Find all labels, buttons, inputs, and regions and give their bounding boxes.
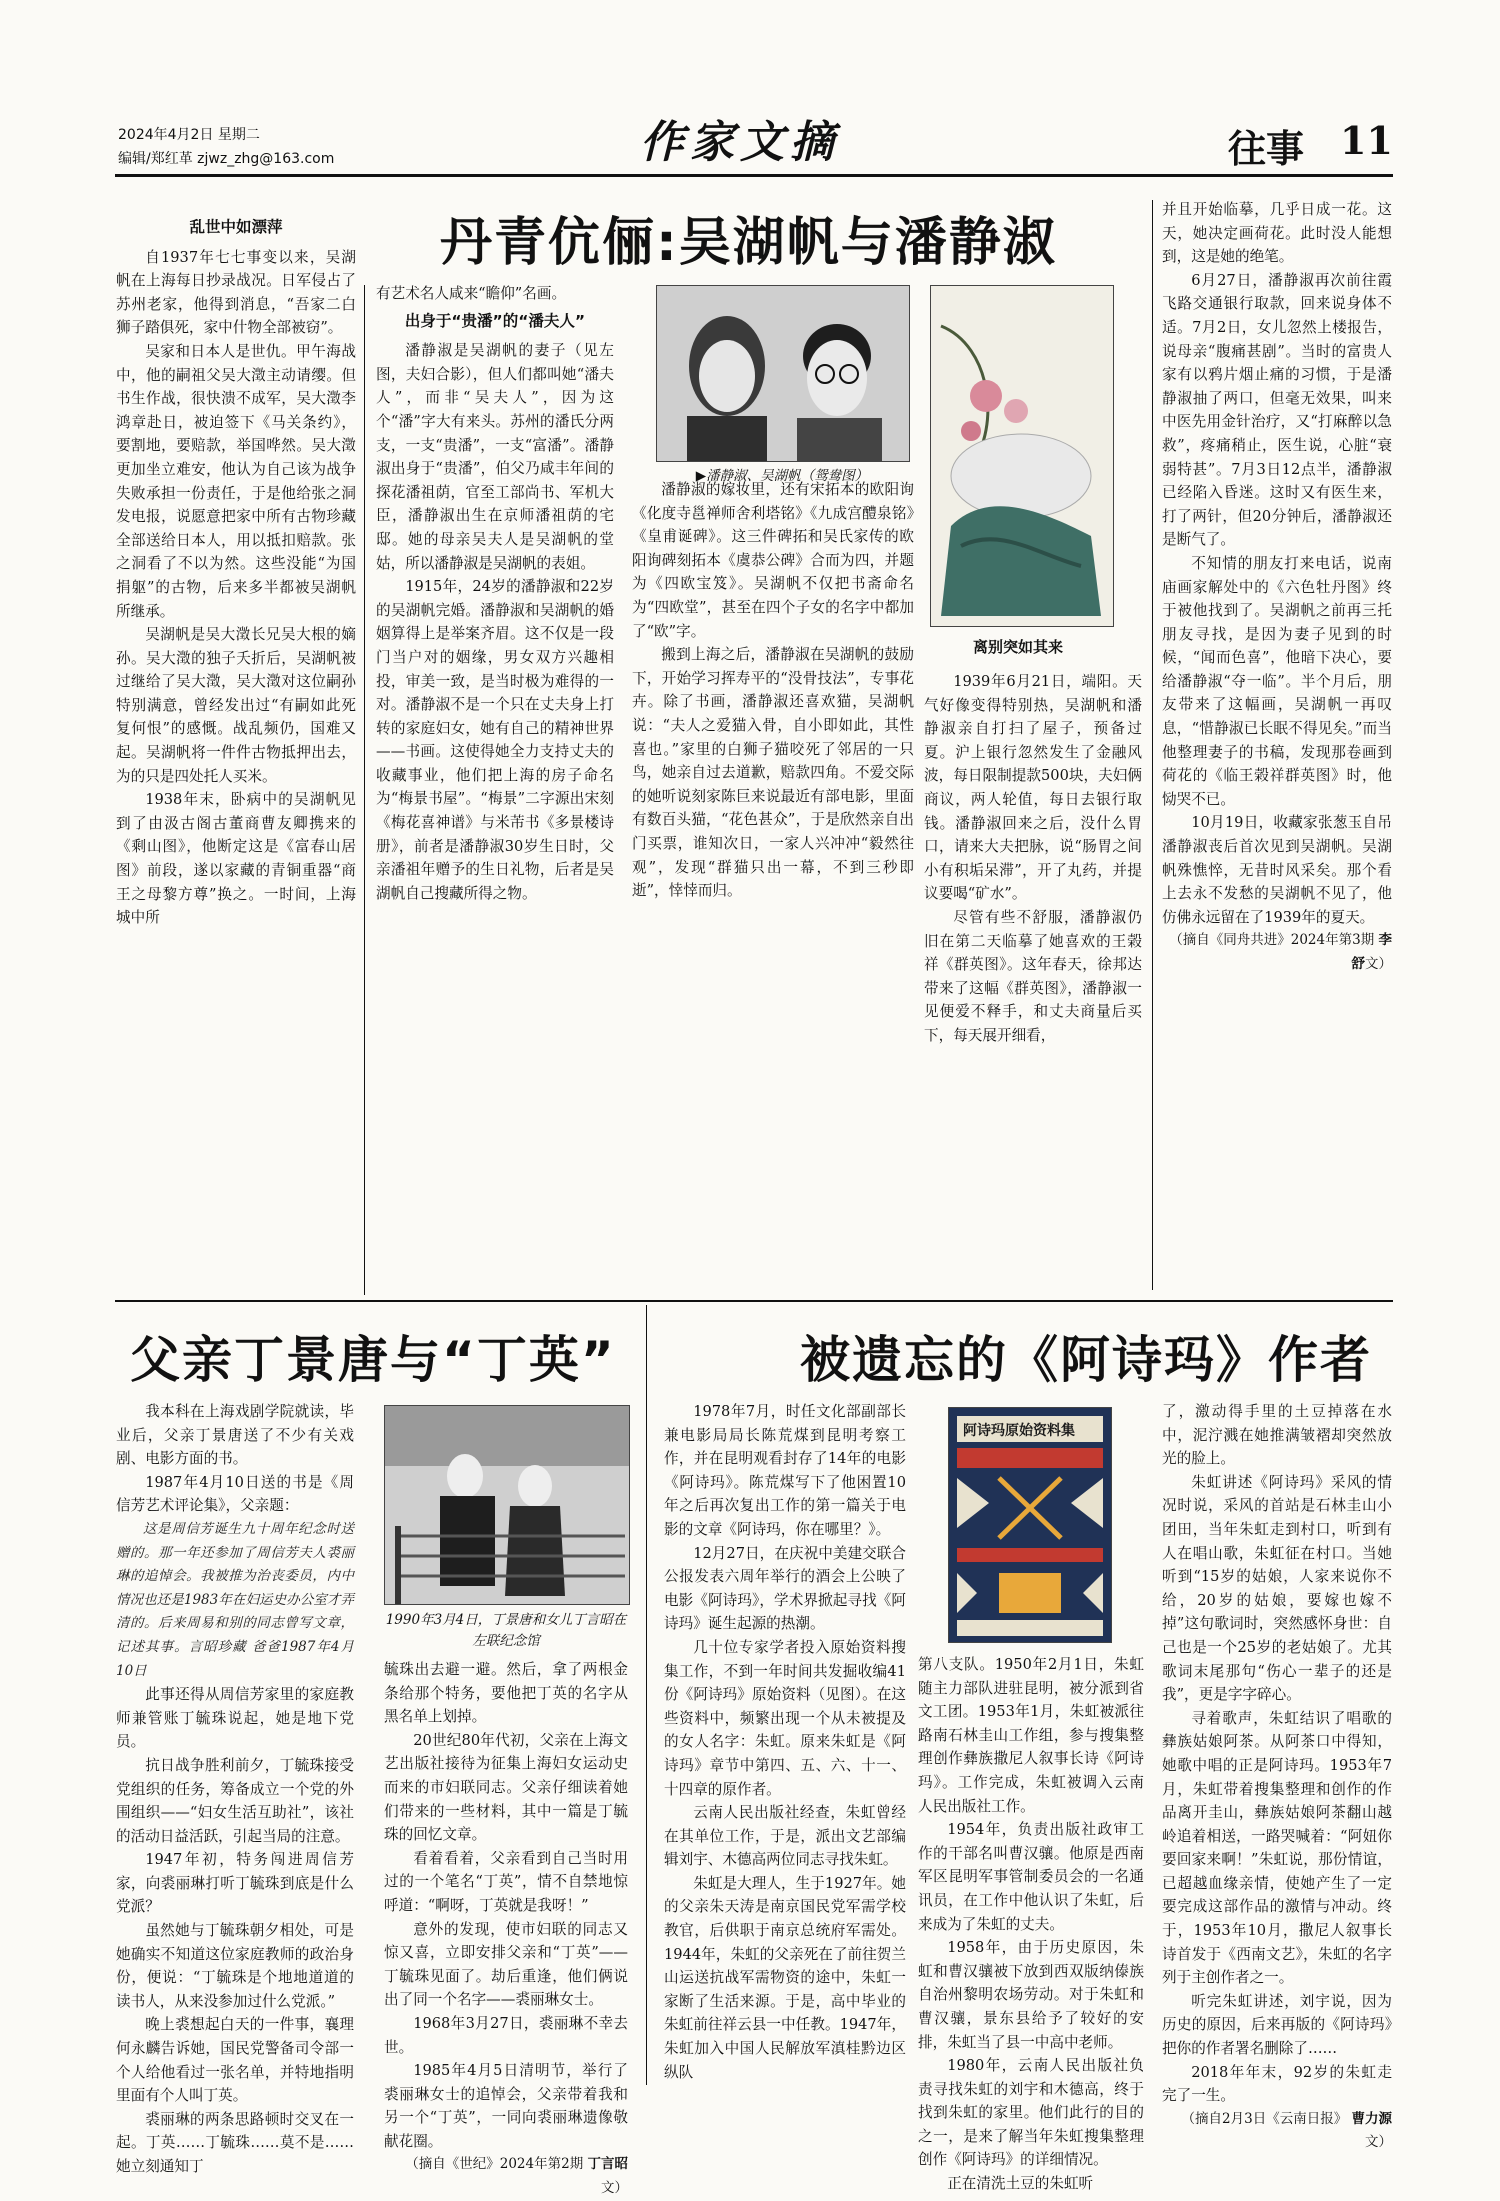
- editor-line: 编辑/郑红革 zjwz_zhg@163.com: [118, 151, 335, 167]
- article3-column-2: [918, 1653, 1144, 2193]
- article-title: 父亲丁景唐与“丁英”: [130, 1331, 616, 1389]
- paragraph: 2018年年末，92岁的朱虹走完了一生。: [1162, 2063, 1392, 2105]
- book-cover-image: [948, 1407, 1112, 1643]
- paragraph: 晚上裘想起白天的一件事，襄理何永麟告诉她，国民党警备司令部一个人给他看过一张名单，并特地指明里面有个人叫丁英。: [116, 2016, 354, 2105]
- paragraph: 6月27日，潘静淑再次前往霞飞路交通银行取款，回来说身体不适。7月2日，女儿忽然上楼报告，说母亲“腹痛甚剧”。当时的富贵人家有以鸦片烟止痛的习惯，于是潘静淑抽了两口，但毫无效果，叫来中医先用金针治疗，又“打麻醉以急救”，疼痛稍止，医生说，心脏“衰弱特甚”。7月3日12点半，潘静淑已经陷入昏迷。这时又有医生来，打了两针，但20分钟后，潘静淑还是断气了。: [1162, 271, 1392, 549]
- masthead-logo: 作家文摘: [640, 117, 840, 168]
- flower-painting: [930, 285, 1114, 627]
- paragraph: 几十位专家学者投入原始资料搜集工作，不到一年时间共发掘收编41份《阿诗玛》原始资料（见图）。在这些资料中，频繁出现一个从未被提及的女人名字：朱虹。原来朱虹是《阿诗玛》章节中第四、五、六、十一、十四章的原作者。: [664, 1638, 906, 1798]
- paragraph: 1985年4月5日清明节，举行了裘丽琳女士的追悼会，父亲带着我和另一个“丁英”，一同向裘丽琳遗像敬献花圈。: [384, 2062, 628, 2150]
- source-line: （摘自2月3日《云南日报》 曹力源文）: [1181, 2110, 1392, 2151]
- column-divider: [364, 285, 365, 1295]
- section-rule: [115, 1300, 1393, 1302]
- paragraph: 1939年6月21日，端阳。天气好像变得特别热，吴湖帆和潘静淑亲自打扫了屋子，预备过夏。沪上银行忽然发生了金融风波，每日限制提款500块，夫妇俩商议，两人轮值，每日去银行取钱。潘静淑回来之后，没什么胃口，请来大夫把脉，说“肠胃之间小有积垢呆滞”，开了丸药，并提议要喝“矿水”。: [924, 673, 1142, 903]
- article3-column-1: [664, 1400, 906, 2080]
- subheading: 乱世中如漂萍: [189, 218, 283, 236]
- paragraph: 毓珠出去避一避。然后，拿了两根金条给那个特务，要他把丁英的名字从黑名单上划掉。: [384, 1661, 628, 1726]
- article1-column-4: [924, 670, 1142, 1292]
- section-name: 往事: [1228, 126, 1305, 171]
- article2-column-1: [116, 1400, 354, 2175]
- paragraph: 不知情的朋友打来电话，说南庙画家解处中的《六色牡丹图》终于被他找到了。吴湖帆之前再三托朋友寻找，是因为妻子见到的时候，“闻而色喜”，他暗下决心，要给潘静淑“夺一临”。半个月后，朋友带来了这幅画，吴湖帆一再叹息，“惜静淑已长眠不得见矣。”而当他整理妻子的书稿，发现那卷画到荷花的《临王榖祥群英图》时，他恸哭不已。: [1162, 554, 1392, 808]
- paragraph: 寻着歌声，朱虹结识了唱歌的彝族姑娘阿茶。从阿茶口中得知，她歌中唱的正是阿诗玛。1953年7月，朱虹带着搜集整理和创作的作品离开圭山，彝族姑娘阿茶翻山越岭追着相送，一路哭喊着：“阿妞你要回家来啊！”朱虹说，那份情谊，已超越血缘亲情，使她产生了一定要完成这部作品的激情与冲动。终于，1953年10月，撒尼人叙事长诗首发于《西南文艺》，朱虹的名字列于主创作者之一。: [1162, 1709, 1392, 1987]
- paragraph: 尽管有些不舒服，潘静淑仍旧在第二天临摹了她喜欢的王榖祥《群英图》。这年春天，徐邦达带来了这幅《群英图》，潘静淑一见便爱不释手，和丈夫商量后买下，每天展开细看，: [924, 908, 1142, 1044]
- photo-caption: 1990年3月4日，丁景唐和女儿丁言昭在左联纪念馆: [385, 1612, 627, 1649]
- paragraph: 看着看着，父亲看到自己当时用过的一个笔名“丁英”，情不自禁地惊呼道：“啊呀，丁英就是我呀！”: [384, 1849, 628, 1914]
- paragraph: 10月19日，收藏家张葱玉自吊潘静淑丧后首次见到吴湖帆。吴湖帆殊憔悴，无昔时风采矣。那个看上去永不发愁的吴湖帆不见了，他仿佛永远留在了1939年的夏天。: [1162, 814, 1392, 926]
- paragraph: 20世纪80年代初，父亲在上海文艺出版社接待为征集上海妇女运动史而来的市妇联同志。父亲仔细读着她们带来的一些材料，其中一篇是丁毓珠的回忆文章。: [384, 1731, 628, 1844]
- article3-column-3: [1162, 1400, 1392, 2151]
- subheading: 出身于“贵潘”的“潘夫人”: [404, 311, 586, 330]
- header-rule: [115, 174, 1393, 177]
- paragraph: 吴家和日本人是世仇。甲午海战中，他的嗣祖父吴大澂主动请缨。但书生作战，很快溃不成军，吴大澂李鸿章赴日，被迫签下《马关条约》，要割地，要赔款，举国哗然。吴大澂更加坐立难安，他认为自己该为战争失败承担一份责任，于是他给张之洞发电报，说愿意把家中所有古物珍藏全部送给日本人，用以抵扣赔款。张之洞看了不以为然。这些没能“为国捐躯”的古物，后来多半都被吴湖帆所继承。: [116, 342, 356, 620]
- paragraph: 潘静淑的嫁妆里，还有宋拓本的欧阳询《化度寺邕禅师舍利塔铭》《九成宫醴泉铭》《皇甫诞碑》。这三件碑拓和吴氏家传的欧阳询碑刻拓本《虞恭公碑》合而为四，并题为《四欧宝笈》。吴湖帆不仅把书斋命名为“四欧堂”，甚至在四个子女的名字中都加了“欧”字。: [632, 481, 914, 640]
- article1-column-1: [116, 212, 356, 1292]
- source-line: （摘自《同舟共进》2024年第3期 李舒文）: [1169, 932, 1392, 972]
- paragraph: 12月27日，在庆祝中美建交联合公报发表六周年举行的酒会上公映了电影《阿诗玛》，学术界掀起寻找《阿诗玛》诞生起源的热潮。: [664, 1544, 906, 1633]
- paragraph: 裘丽琳的两条思路顿时交叉在一起。丁英……丁毓珠……莫不是……她立刻通知丁: [116, 2110, 354, 2175]
- paragraph: 第八支队。1950年2月1日，朱虹随主力部队进驻昆明，被分派到省文工团。1953年1月，朱虹被派往路南石林圭山工作组，参与搜集整理创作彝族撒尼人叙事长诗《阿诗玛》。工作完成，朱虹被调入云南人民出版社工作。: [918, 1656, 1144, 1815]
- paragraph: 1968年3月27日，裘丽琳不幸去世。: [384, 2014, 628, 2056]
- father-daughter-photo: [384, 1405, 630, 1605]
- paragraph: 我本科在上海戏剧学院就读，毕业后，父亲丁景唐送了不少有关戏剧、电影方面的书。: [116, 1403, 354, 1468]
- paragraph: 朱虹讲述《阿诗玛》采风的情况时说，采风的首站是石林圭山小团田，当年朱虹走到村口，听到有人在唱山歌，朱虹征在村口。当她听到“15岁的姑娘，人家来说你不给，20岁的姑娘，要嫁也嫁不掉”这句歌词时，突然感怀身世：自己也是一个25岁的老姑娘了。尤其歌词末尾那句“伤心一辈子的还是我”，更是字字碎心。: [1162, 1473, 1392, 1704]
- article-title: 丹青伉俪:吴湖帆与潘静淑: [440, 213, 1057, 273]
- column-divider: [1152, 200, 1153, 1290]
- paragraph: 1978年7月，时任文化部副部长兼电影局局长陈荒煤到昆明考察工作，并在昆明观看封存了14年的电影《阿诗玛》。陈荒煤写下了他困置10年之后再次复出工作的第一篇关于电影的文章《阿诗玛，你在哪里？》。: [664, 1403, 906, 1538]
- article-divider: [646, 1305, 647, 2085]
- paragraph: 1915年，24岁的潘静淑和22岁的吴湖帆完婚。潘静淑和吴湖帆的婚姻算得上是举案齐眉。这不仅是一段门当户对的姻缘，男女双方兴趣相投，审美一致，是当时极为难得的一对。潘静淑不是一个只在丈夫身上打转的家庭妇女，她有自己的精神世界——书画。这使得她全力支持丈夫的收藏事业，他们把上海的房子命名为“梅景书屋”。“梅景”二字源出宋刻《梅花喜神谱》与米芾书《多景楼诗册》，前者是潘静淑30岁生日时，父亲潘祖年赠予的生日礼物，后者是吴湖帆自己搜藏所得之物。: [376, 578, 614, 902]
- page-number: 11: [1340, 118, 1393, 163]
- subheading: 离别突如其来: [972, 638, 1063, 656]
- paragraph: 正在清洗土豆的朱虹听: [947, 2175, 1094, 2193]
- paragraph: 云南人民出版社经查，朱虹曾经在其单位工作，于是，派出文艺部编辑刘宇、木德高两位同志寻找朱虹。: [664, 1804, 906, 1869]
- paragraph: 吴湖帆是吴大澂长兄吴大根的嫡孙。吴大澂的独子夭折后，吴湖帆被过继给了吴大澂，吴大澂对这位嗣孙特别满意，曾经发出过“有嗣如此死复何恨”的感慨。战乱频仍，国难又起。吴湖帆将一件件古物抵押出去，为的只是四处托人买米。: [116, 626, 356, 785]
- couple-photo: [656, 285, 910, 462]
- paragraph: 虽然她与丁毓珠朝夕相处，可是她确实不知道这位家庭教师的政治身份，便说：“丁毓珠是个地地道道的读书人，从来没参加过什么党派。”: [116, 1922, 354, 2010]
- paragraph: 此事还得从周信芳家里的家庭教师兼管账丁毓珠说起，她是地下党员。: [116, 1686, 354, 1751]
- paragraph: 1947年初，特务闯进周信芳家，向裘丽琳打听丁毓珠到底是什么党派？: [116, 1851, 354, 1916]
- paragraph: 朱虹是大理人，生于1927年。她的父亲朱天涛是南京国民党军需学校教官，后供职于南京总统府军需处。1944年，朱虹的父亲死在了前往贺兰山运送抗战军需物资的途中，朱虹一家断了生活来源。于是，高中毕业的朱虹前往祥云县一中任教。1947年，朱虹加入中国人民解放军滇桂黔边区纵队: [664, 1874, 906, 2081]
- article1-column-5: [1162, 198, 1392, 1292]
- paragraph: 搬到上海之后，潘静淑在吴湖帆的鼓励下，开始学习挥寿平的“没骨技法”，专事花卉。除了书画，潘静淑还喜欢猫，吴湖帆说：“夫人之爱猫入骨，自小即如此，其性喜也。”家里的白狮子猫咬死了邻居的一只鸟，她亲自过去道歉，赔款四角。不爱交际的她听说刻家陈巨来说最近有部电影，里面有数百头猫，“花色甚众”，于是欣然亲自出门买票，谁知次日，一家人兴冲冲“毅然往观”，发现“群猫只出一幕，不到三秒即逝”，悻悻而归。: [632, 646, 914, 900]
- paragraph: 有艺术名人咸来“瞻仰”名画。: [376, 285, 567, 302]
- paragraph: 听完朱虹讲述，刘宇说，因为历史的原因，后来再版的《阿诗玛》把你的作者署名删除了……: [1162, 1992, 1392, 2058]
- paragraph: 抗日战争胜利前夕，丁毓珠接受党组织的任务，筹备成立一个党的外围组织——“妇女生活互助社”，该社的活动日益活跃，引起当局的注意。: [116, 1756, 354, 1845]
- paragraph: 自1937年七七事变以来，吴湖帆在上海每日抄录战况。日军侵占了苏州老家，他得到消息，“吾家二白狮子踏俱死，家中什物全部被窃”。: [116, 248, 356, 337]
- paragraph: 了，激动得手里的土豆掉落在水中，泥泞溅在她推满皱褶却突然放光的脸上。: [1162, 1403, 1392, 1468]
- article-title: 被遗忘的《阿诗玛》作者: [800, 1331, 1372, 1389]
- source-line: （摘自《世纪》2024年第2期 丁言昭文）: [405, 2156, 628, 2197]
- paragraph: 1980年，云南人民出版社负责寻找朱虹的刘宇和木德高，终于找到朱虹的家里。他们此行的目的之一，是来了解当年朱虹搜集整理创作《阿诗玛》的详细情况。: [918, 2057, 1144, 2169]
- inscription: 这是周信芳诞生九十周年纪念时送赠的。那一年还参加了周信芳夫人裘丽琳的追悼会。我被推为治丧委员，内中情况也还是1983年在妇运史办公室才弄清的。后来周易和别的同志曾写文章，记述其事。言昭珍藏 爸爸1987年4月10日: [116, 1520, 354, 1679]
- photo-caption: ▶潘静淑、吴湖帆（鸳鸯图）: [695, 468, 869, 484]
- paragraph: 1958年，由于历史原因，朱虹和曹汉骧被下放到西双版纳傣族自治州黎明农场劳动。对于朱虹和曹汉骧，景东县给予了较好的安排，朱虹当了县一中高中老师。: [918, 1939, 1144, 2051]
- book-title: 阿诗玛原始资料集: [963, 1423, 1075, 1439]
- paragraph: 1987年4月10日送的书是《周信芳艺术评论集》，父亲题：: [116, 1473, 354, 1515]
- paragraph: 意外的发现，使市妇联的同志又惊又喜，立即安排父亲和“丁英”——丁毓珠见面了。劫后重逢，他们俩说出了同一个名字——裘丽琳女士。: [384, 1920, 628, 2009]
- article1-column-2: [376, 282, 614, 1292]
- issue-date: 2024年4月2日 星期二: [118, 127, 260, 143]
- article2-column-2: [384, 1658, 628, 2197]
- paragraph: 1938年末，卧病中的吴湖帆见到了由汲古阁古董商曹友卿携来的《剩山图》，他断定这是《富春山居图》前段，遂以家藏的青铜重器“商王之母黎方尊”换之。一时间，上海城中所: [116, 791, 356, 927]
- paragraph: 1954年，负责出版社政审工作的干部名叫曹汉骧。他原是西南军区昆明军事管制委员会的一名通讯员，在工作中他认识了朱虹，后来成为了朱虹的丈夫。: [918, 1821, 1144, 1933]
- paragraph: 潘静淑是吴湖帆的妻子（见左图，夫妇合影），但人们都叫她“潘夫人”，而非“吴夫人”，因为这个“潘”字大有来头。苏州的潘氏分两支，一支“贵潘”，一支“富潘”。潘静淑出身于“贵潘”，伯父乃咸丰年间的探花潘祖荫，官至工部尚书、军机大臣，潘静淑出生在京师潘祖荫的宅邸。她的母亲吴夫人是吴湖帆的堂姑，所以潘静淑是吴湖帆的表姐。: [376, 342, 614, 572]
- paragraph: 并且开始临摹，几乎日成一花。这天，她决定画荷花。此时没人能想到，这是她的绝笔。: [1162, 201, 1392, 266]
- article1-column-3: [632, 478, 914, 1292]
